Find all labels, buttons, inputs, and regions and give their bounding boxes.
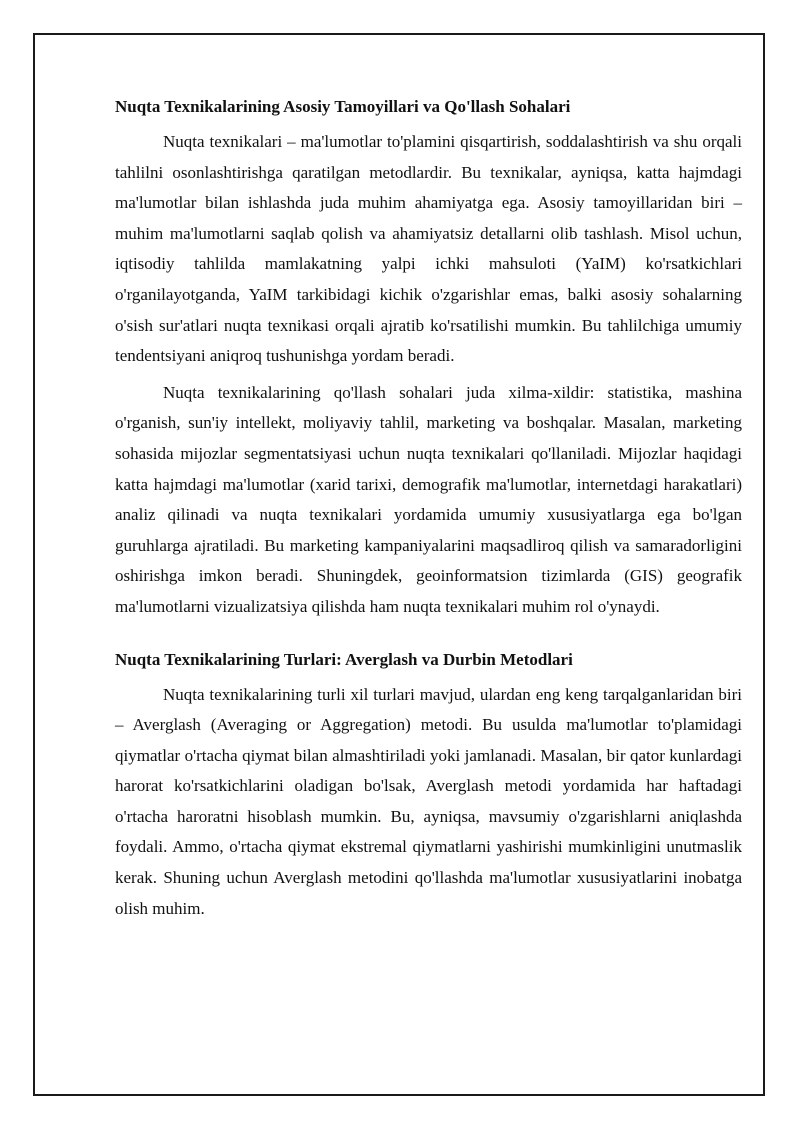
section-heading-principles: Nuqta Texnikalarining Asosiy Tamoyillari va Qo'llash Sohalari xyxy=(115,97,571,116)
paragraph-definition: Nuqta texnikalari – ma'lumotlar to'plamini qisqartirish, soddalashtirish va shu orqali tahlilni osonlashtirishga qaratilgan metodlardir. Bu texnikalar, ayniqsa, katta hajmdagi ma'lumotlar bilan ishlashda juda muhim ahamiyatga ega. Asosiy tamoyillaridan biri – muhim ma'lumotlarni saqlab qolish va ahamiyatsiz detallarni olib tashlash. Misol uchun, iqtisodiy tahlilda mamlakatning yalpi ichki mahsuloti (YaIM) ko'rsatkichlari o'rganilayotganda, YaIM tarkibidagi kichik o'zgarishlar emas, balki asosiy sohalarning o'sish sur'atlari nuqta texnikasi orqali ajratib ko'rsatilishi mumkin. Bu tahlilchiga umumiy tendentsiyani aniqroq tushunishga yordam beradi. xyxy=(115,132,742,366)
paragraph-averglash: Nuqta texnikalarining turli xil turlari mavjud, ulardan eng keng tarqalganlaridan biri – Averglash (Averaging or Aggregation) metodi. Bu usulda ma'lumotlar to'plamidagi qiymatlar o'rtacha qiymat bilan almashtiriladi yoki jamlanadi. Masalan, bir qator kunlardagi harorat ko'rsatkichlarini oladigan bo'lsak, Averglash metodi yordamida har haftadagi o'rtacha haroratni hisoblash mumkin. Bu, ayniqsa, mavsumiy o'zgarishlarni aniqlashda foydali. Ammo, o'rtacha qiymat ekstremal qiymatlarni yashirishi mumkinligini unutmaslik kerak. Shuning uchun Averglash metodini qo'llashda ma'lumotlar xususiyatlarini inobatga olish muhim. xyxy=(115,684,742,918)
paragraph-application-areas: Nuqta texnikalarining qo'llash sohalari juda xilma-xildir: statistika, mashina o'rganish, sun'iy intellekt, moliyaviy tahlil, marketing va boshqalar. Masalan, marketing sohasida mijozlar segmentatsiyasi uchun nuqta texnikalari qo'llaniladi. Mijozlar haqidagi katta hajmdagi ma'lumotlar (xarid tarixi, demografik ma'lumotlar, internetdagi harakatlari) analiz qilinadi va nuqta texnikalari yordamida umumiy xususiyatlarga ega bo'lgan guruhlarga ajratiladi. Bu marketing kampaniyalarini maqsadliroq qilish va samaradorligini oshirishga imkon beradi. Shuningdek, geoinformatsion tizimlarda (GIS) geografik ma'lumotlarni vizualizatsiya qilishda ham nuqta texnikalari muhim rol o'ynaydi. xyxy=(115,382,742,616)
section-heading-types: Nuqta Texnikalarining Turlari: Averglash va Durbin Metodlari xyxy=(115,649,573,669)
document-body xyxy=(115,95,742,930)
